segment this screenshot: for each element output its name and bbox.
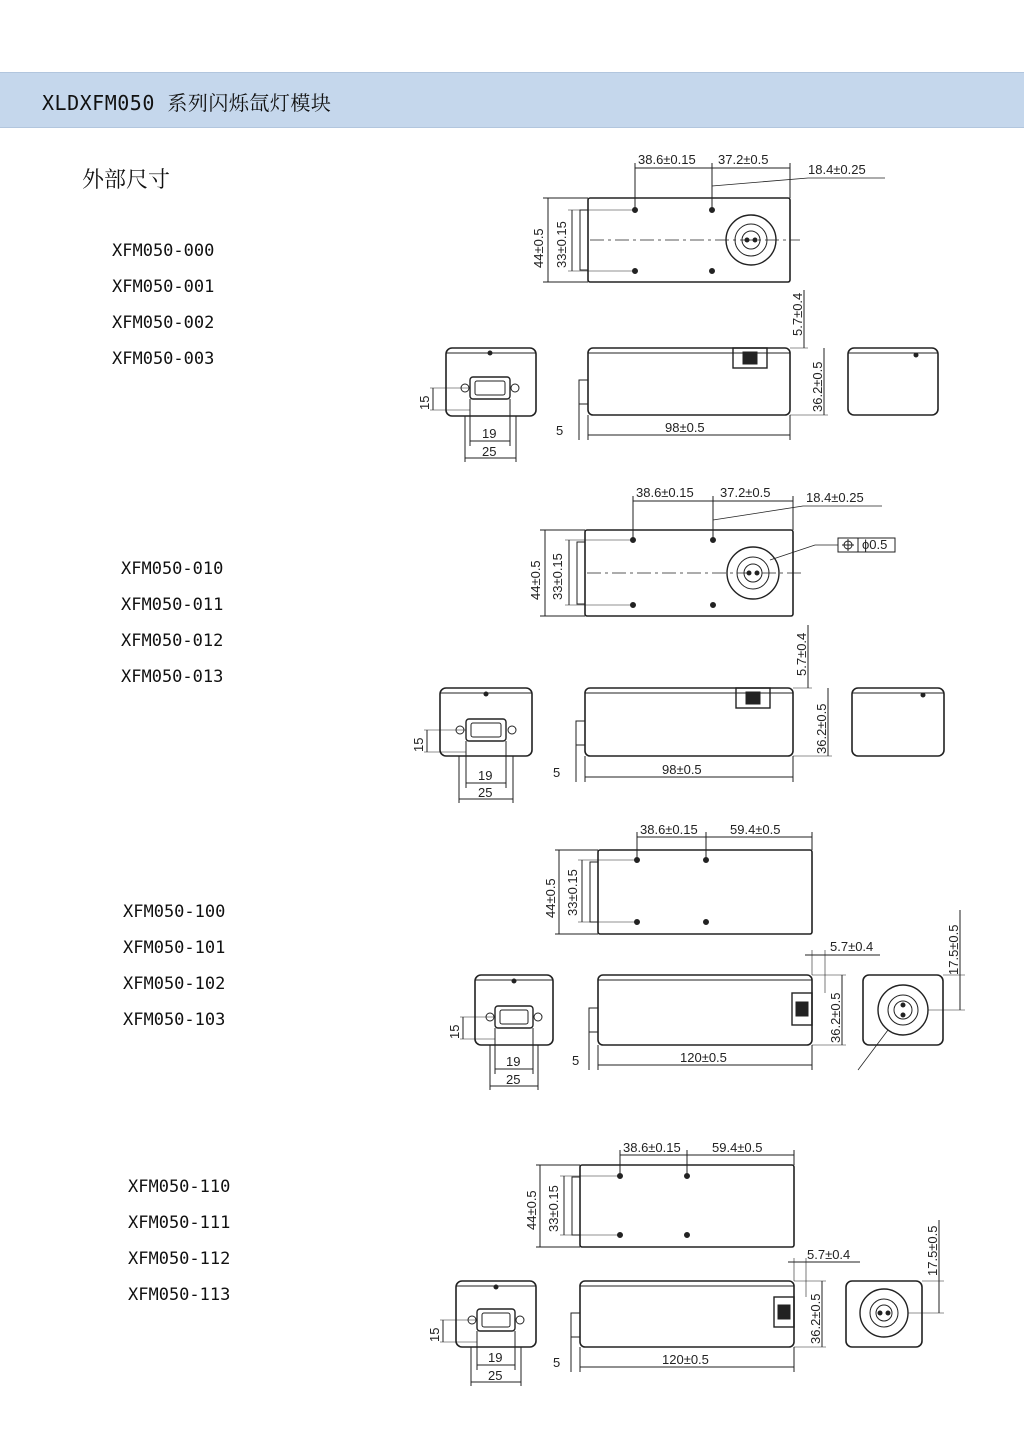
model-item: XFM050-100 xyxy=(123,902,226,922)
lamp-window xyxy=(878,985,928,1035)
db9-connector xyxy=(470,377,510,399)
dim-conn-offset: 5.7±0.4 xyxy=(790,292,805,336)
dim-hole-x: 38.6±0.15 xyxy=(623,1140,681,1155)
dim-hole-x: 38.6±0.15 xyxy=(636,485,694,500)
dim-lamp-offset: 18.4±0.25 xyxy=(808,162,866,177)
dim-body-height: 36.2±0.5 xyxy=(810,361,825,412)
dim-position-tol: ϕ0.5 xyxy=(862,537,888,552)
dim-conn-total: 25 xyxy=(482,444,497,459)
model-item: XFM050-012 xyxy=(121,631,224,651)
drawing-group-4 xyxy=(427,1140,944,1386)
mount-hole xyxy=(710,269,715,274)
dim-conn-total: 25 xyxy=(506,1072,521,1087)
model-item: XFM050-001 xyxy=(112,277,215,297)
dim-height-holes: 33±0.15 xyxy=(554,221,569,268)
dim-conn-h: 15 xyxy=(417,395,432,410)
dim-conn-w: 19 xyxy=(488,1350,503,1365)
dim-conn-h: 15 xyxy=(427,1327,442,1342)
dim-flange: 5 xyxy=(572,1053,580,1068)
dim-height-outer: 44±0.5 xyxy=(531,228,546,268)
model-item: XFM050-112 xyxy=(128,1249,231,1269)
dim-height-holes: 33±0.15 xyxy=(550,553,565,600)
dim-conn-total: 25 xyxy=(478,785,493,800)
dim-hole-x2: 37.2±0.5 xyxy=(718,152,769,167)
dim-lamp-offset: 18.4±0.25 xyxy=(806,490,864,505)
model-item: XFM050-101 xyxy=(123,938,226,958)
model-item: XFM050-003 xyxy=(112,349,215,369)
side-view-body xyxy=(598,975,812,1045)
drawing-group-3 xyxy=(447,822,965,1090)
dim-hole-x: 38.6±0.15 xyxy=(638,152,696,167)
dim-conn-h: 15 xyxy=(447,1024,462,1039)
model-item: XFM050-103 xyxy=(123,1010,226,1030)
db9-connector xyxy=(477,1309,515,1331)
dim-conn-offset: 5.7±0.4 xyxy=(807,1247,851,1262)
dim-hole-x: 38.6±0.15 xyxy=(640,822,698,837)
model-item: XFM050-002 xyxy=(112,313,215,333)
dim-lamp-offset: 17.5±0.5 xyxy=(946,924,961,975)
rear-view-body xyxy=(852,688,944,756)
dim-body-length: 120±0.5 xyxy=(662,1352,709,1367)
rear-view-body xyxy=(848,348,938,415)
end-view-body xyxy=(440,688,532,756)
dim-flange: 5 xyxy=(553,1355,561,1370)
drawing-group-2 xyxy=(411,485,944,803)
model-item: XFM050-111 xyxy=(128,1213,231,1233)
dim-conn-h: 15 xyxy=(411,737,426,752)
end-view-body xyxy=(456,1281,536,1347)
db9-connector xyxy=(495,1006,533,1028)
model-item: XFM050-113 xyxy=(128,1285,231,1305)
dim-conn-offset: 5.7±0.4 xyxy=(794,632,809,676)
dim-conn-w: 19 xyxy=(478,768,493,783)
side-view-body xyxy=(580,1281,794,1347)
end-view-body xyxy=(446,348,536,416)
db9-connector xyxy=(466,719,506,741)
dim-flange: 5 xyxy=(553,765,561,780)
model-item: XFM050-000 xyxy=(112,241,215,261)
dim-body-height: 36.2±0.5 xyxy=(814,703,829,754)
dim-lamp-offset: 17.5±0.5 xyxy=(925,1225,940,1276)
dim-height-holes: 33±0.15 xyxy=(546,1185,561,1232)
dim-body-height: 36.2±0.5 xyxy=(828,992,843,1043)
page-title: XLDXFM050 系列闪烁氙灯模块 xyxy=(42,91,332,115)
model-item: XFM050-011 xyxy=(121,595,224,615)
dim-body-length: 98±0.5 xyxy=(662,762,702,777)
dim-body-length: 120±0.5 xyxy=(680,1050,727,1065)
section-title: 外部尺寸 xyxy=(82,168,171,193)
connector-stub xyxy=(580,210,588,270)
side-view-body xyxy=(585,688,793,756)
side-view-body xyxy=(588,348,790,415)
model-item: XFM050-110 xyxy=(128,1177,231,1197)
dim-height-holes: 33±0.15 xyxy=(565,869,580,916)
dim-conn-total: 25 xyxy=(488,1368,503,1383)
dim-flange: 5 xyxy=(556,423,564,438)
dim-conn-w: 19 xyxy=(506,1054,521,1069)
dim-body-length: 98±0.5 xyxy=(665,420,705,435)
dim-body-height: 36.2±0.5 xyxy=(808,1293,823,1344)
dim-conn-offset: 5.7±0.4 xyxy=(830,939,874,954)
drawing-group-1 xyxy=(417,152,938,462)
dim-conn-w: 19 xyxy=(482,426,497,441)
model-item: XFM050-013 xyxy=(121,667,224,687)
model-item: XFM050-010 xyxy=(121,559,224,579)
model-item: XFM050-102 xyxy=(123,974,226,994)
dim-height-outer: 44±0.5 xyxy=(528,560,543,600)
dim-hole-x2: 59.4±0.5 xyxy=(730,822,781,837)
lamp-window xyxy=(860,1289,908,1337)
dim-hole-x2: 59.4±0.5 xyxy=(712,1140,763,1155)
dim-height-outer: 44±0.5 xyxy=(524,1190,539,1230)
dim-height-outer: 44±0.5 xyxy=(543,878,558,918)
dim-hole-x2: 37.2±0.5 xyxy=(720,485,771,500)
